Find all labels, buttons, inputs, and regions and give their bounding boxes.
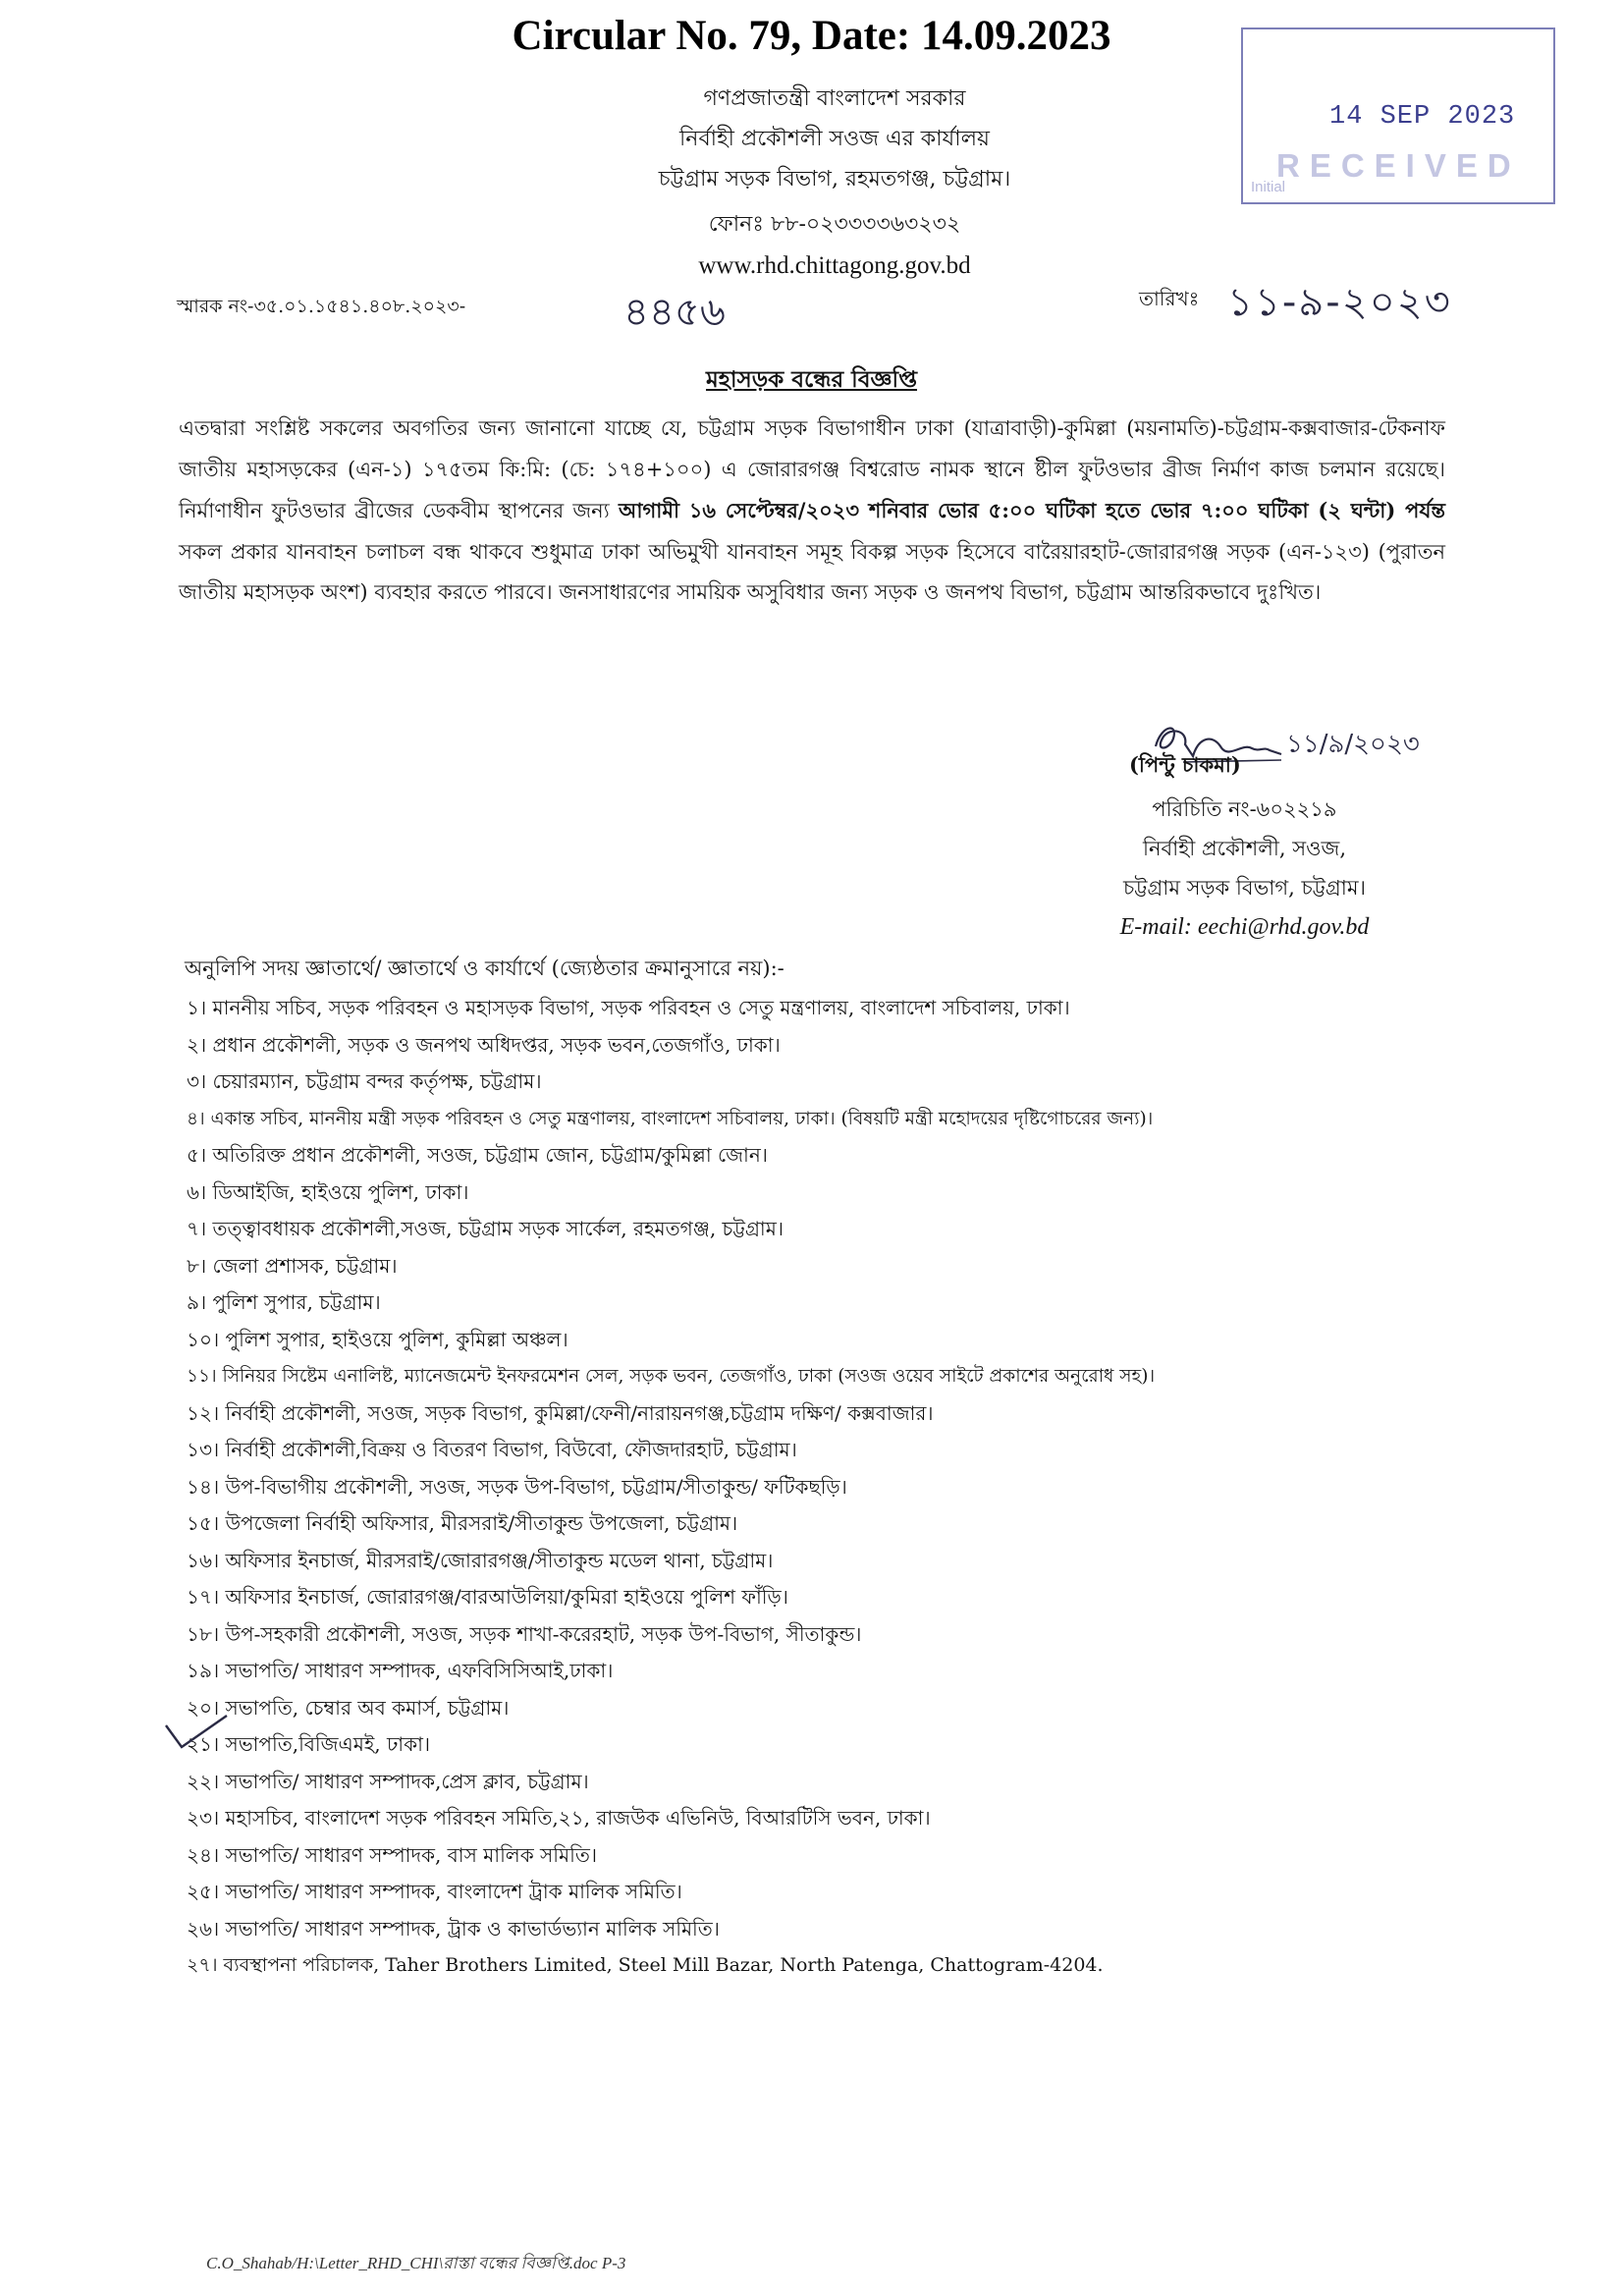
header-website: www.rhd.chittagong.gov.bd xyxy=(698,252,971,279)
body-bold-closure-time: আগামী ১৬ সেপ্টেম্বর/২০২৩ শনিবার ভোর ৫:০০ ঘটিকা হতে ভোর ৭:০০ ঘটিকা (২ ঘন্টা) পর্যন্ত xyxy=(618,498,1445,523)
cc-item: ২৩। মহাসচিব, বাংলাদেশ সড়ক পরিবহন সমিতি,২১, রাজউক এভিনিউ, বিআরটিসি ভবন, ঢাকা। xyxy=(187,1806,931,1830)
signer-name: (পিন্টু চাকমা) xyxy=(1129,752,1241,777)
cc-item: ২৪। সভাপতি/ সাধারণ সম্পাদক, বাস মালিক সমিতি। xyxy=(187,1842,597,1867)
signer-office: চট্টগ্রাম সড়ক বিভাগ, চট্টগ্রাম। xyxy=(1122,876,1367,900)
cc-item: ১২। নির্বাহী প্রকৌশলী, সওজ, সড়ক বিভাগ, কুমিল্লা/ফেনী/নারায়নগঞ্জ,চট্টগ্রাম দক্ষিণ/ কক্সবাজার। xyxy=(187,1400,934,1425)
signer-designation: নির্বাহী প্রকৌশলী, সওজ, xyxy=(1142,837,1347,860)
cc-intro: অনুলিপি সদয় জ্ঞাতার্থে/ জ্ঞাতার্থে ও কার্যার্থে (জ্যেষ্ঠতার ক্রমানুসারে নয়):- xyxy=(185,957,784,980)
cc-item: ৩। চেয়ারম্যান, চট্টগ্রাম বন্দর কর্তৃপক্ষ, চট্টগ্রাম। xyxy=(187,1069,542,1093)
circular-title: Circular No. 79, Date: 14.09.2023 xyxy=(512,13,1111,59)
body-text-part1: এতদ্বারা সংশ্লিষ্ট সকলের অবগতির জন্য জানানো যাচ্ছে যে, চট্টগ্রাম সড়ক বিভাগাধীন ঢাকা (যাত্রাবাড়ী)-কুমিল্লা (ময়নামতি)-চট্টগ্রাম-কক্সবাজার-টেকনাফ জাতীয় মহাসড়কের (এন-১) ১৭৫তম কি:মি: (চে: ১৭৪+১০০) এ জোরারগঞ্জ বিশ্বরোড নামক স্থানে ষ্টীল ফুটওভার ব্রীজ নির্মাণ কাজ চলমান রয়েছে। নির্মাণাধীন ফুটওভার ব্রীজের ডেকবীম স্থাপনের জন্য xyxy=(179,416,1445,523)
cc-item: ১৮। উপ-সহকারী প্রকৌশলী, সওজ, সড়ক শাখা-করেরহাট, সড়ক উপ-বিভাগ, সীতাকুন্ড। xyxy=(187,1621,862,1646)
cc-item: ৭। তত্ত্বাবধায়ক প্রকৌশলী,সওজ, চট্টগ্রাম সড়ক সার্কেল, রহমতগঞ্জ, চট্টগ্রাম। xyxy=(187,1217,784,1240)
notice-title: মহাসড়ক বন্ধের বিজ্ঞপ্তি xyxy=(705,366,918,393)
cc-item: ১৯। সভাপতি/ সাধারণ সম্পাদক, এফবিসিসিআই,ঢাকা। xyxy=(187,1659,614,1682)
cc-item: ২২। সভাপতি/ সাধারণ সম্পাদক,প্রেস ক্লাব, চট্টগ্রাম। xyxy=(187,1769,589,1793)
cc-item: ৪। একান্ত সচিব, মাননীয় মন্ত্রী সড়ক পরিবহন ও সেতু মন্ত্রণালয়, বাংলাদেশ সচিবালয়, ঢাকা। (বিষয়টি মন্ত্রী মহোদয়ের দৃষ্টিগোচরের জন্য)। xyxy=(187,1108,1154,1129)
date-handwritten: ১১-৯-২০২৩ xyxy=(1227,280,1452,325)
cc-item: ৯। পুলিশ সুপার, চট্টগ্রাম। xyxy=(187,1290,381,1314)
handwritten-tick-mark xyxy=(162,1712,231,1751)
cc-item: ২। প্রধান প্রকৌশলী, সড়ক ও জনপথ অধিদপ্তর, সড়ক ভবন,তেজগাঁও, ঢাকা। xyxy=(187,1032,781,1057)
cc-item: ৮। জেলা প্রশাসক, চট্টগ্রাম। xyxy=(187,1253,398,1278)
notice-body xyxy=(179,409,1445,614)
date-label: তারিখঃ xyxy=(1139,287,1200,310)
signature-handwritten-date: ১১/৯/২০২৩ xyxy=(1286,730,1420,759)
header-phone: ফোনঃ ৮৮-০২৩৩৩৩৬৩২৩২ xyxy=(708,212,961,237)
cc-item: ২১। সভাপতি,বিজিএমই, ঢাকা। xyxy=(187,1732,431,1756)
cc-item: ১৬। অফিসার ইনচার্জ, মীরসরাই/জোরারগঞ্জ/সীতাকুন্ড মডেল থানা, চট্টগ্রাম। xyxy=(187,1548,774,1572)
cc-item: ৬। ডিআইজি, হাইওয়ে পুলিশ, ঢাকা। xyxy=(187,1179,469,1204)
cc-item: ১৩। নির্বাহী প্রকৌশলী,বিক্রয় ও বিতরণ বিভাগ, বিউবো, ফৌজদারহাট, চট্টগ্রাম। xyxy=(187,1438,797,1461)
signer-email: E-mail: eechi@rhd.gov.bd xyxy=(1119,914,1370,940)
cc-item: ২৭। ব্যবস্থাপনা পরিচালক, Taher Brothers Limited, Steel Mill Bazar, North Patenga, Chattogram-4204. xyxy=(187,1954,1104,1976)
cc-item: ১৭। অফিসার ইনচার্জ, জোরারগঞ্জ/বারআউলিয়া/কুমিরা হাইওয়ে পুলিশ ফাঁড়ি। xyxy=(187,1585,788,1609)
received-stamp xyxy=(1241,27,1555,204)
cc-item: ১৪। উপ-বিভাগীয় প্রকৌশলী, সওজ, সড়ক উপ-বিভাগ, চট্টগ্রাম/সীতাকুন্ড/ ফটিকছড়ি। xyxy=(187,1474,847,1499)
footer-file-path: C.O_Shahab/H:\Letter_RHD_CHI\রাস্তা বন্ধের বিজ্ঞপ্তি.doc P-3 xyxy=(206,2254,626,2272)
stamp-date: 14 SEP 2023 xyxy=(1329,102,1516,132)
header-government: গণপ্রজাতন্ত্রী বাংলাদেশ সরকার xyxy=(703,86,966,111)
header-office: নির্বাহী প্রকৌশলী সওজ এর কার্যালয় xyxy=(679,127,990,151)
cc-item: ২৫। সভাপতি/ সাধারণ সম্পাদক, বাংলাদেশ ট্রাক মালিক সমিতি। xyxy=(187,1880,682,1903)
cc-item: ১১। সিনিয়র সিষ্টেম এনালিষ্ট, ম্যানেজমেন্ট ইনফরমেশন সেল, সড়ক ভবন, তেজগাঁও, ঢাকা (সওজ ওয়েব সাইটে প্রকাশের অনুরোধ সহ)। xyxy=(187,1366,1156,1387)
cc-item: ১০। পুলিশ সুপার, হাইওয়ে পুলিশ, কুমিল্লা অঞ্চল। xyxy=(187,1327,568,1351)
cc-item: ১। মাননীয় সচিব, সড়ক পরিবহন ও মহাসড়ক বিভাগ, সড়ক পরিবহন ও সেতু মন্ত্রণালয়, বাংলাদেশ সচিবালয়, ঢাকা। xyxy=(187,996,1070,1019)
body-text-part2: সকল প্রকার যানবাহন চলাচল বন্ধ থাকবে শুধুমাত্র ঢাকা অভিমুখী যানবাহন সমূহ বিকল্প সড়ক হিসেবে বারৈয়ারহাট-জোরারগঞ্জ সড়ক (এন-১২৩) (পুরাতন জাতীয় মহাসড়ক অংশ) ব্যবহার করতে পারবে। জনসাধারণের সাময়িক অসুবিধার জন্য সড়ক ও জনপথ বিভাগ, চট্টগ্রাম আন্তরিকভাবে দুঃখিত। xyxy=(179,539,1445,605)
cc-item: ২৬। সভাপতি/ সাধারণ সম্পাদক, ট্রাক ও কাভার্ডভ্যান মালিক সমিতি। xyxy=(187,1916,720,1941)
cc-item: ২০। সভাপতি, চেম্বার অব কমার্স, চট্টগ্রাম। xyxy=(187,1695,510,1720)
stamp-initial: Initial xyxy=(1251,179,1286,195)
header-division: চট্টগ্রাম সড়ক বিভাগ, রহমতগঞ্জ, চট্টগ্রাম। xyxy=(658,167,1011,191)
cc-item: ৫। অতিরিক্ত প্রধান প্রকৌশলী, সওজ, চট্টগ্রাম জোন, চট্টগ্রাম/কুমিল্লা জোন। xyxy=(187,1143,768,1167)
cc-list xyxy=(187,990,1551,1985)
stamp-received: RECEIVED xyxy=(1276,147,1521,184)
signer-id: পরিচিতি নং-৬০২২১৯ xyxy=(1152,797,1337,821)
cc-item: ১৫। উপজেলা নির্বাহী অফিসার, মীরসরাই/সীতাকুন্ড উপজেলা, চট্টগ্রাম। xyxy=(187,1511,738,1535)
memo-number-label: স্মারক নং-৩৫.০১.১৫৪১.৪০৮.২০২৩- xyxy=(177,296,466,317)
memo-number-handwritten: ৪৪৫৬ xyxy=(623,290,726,335)
